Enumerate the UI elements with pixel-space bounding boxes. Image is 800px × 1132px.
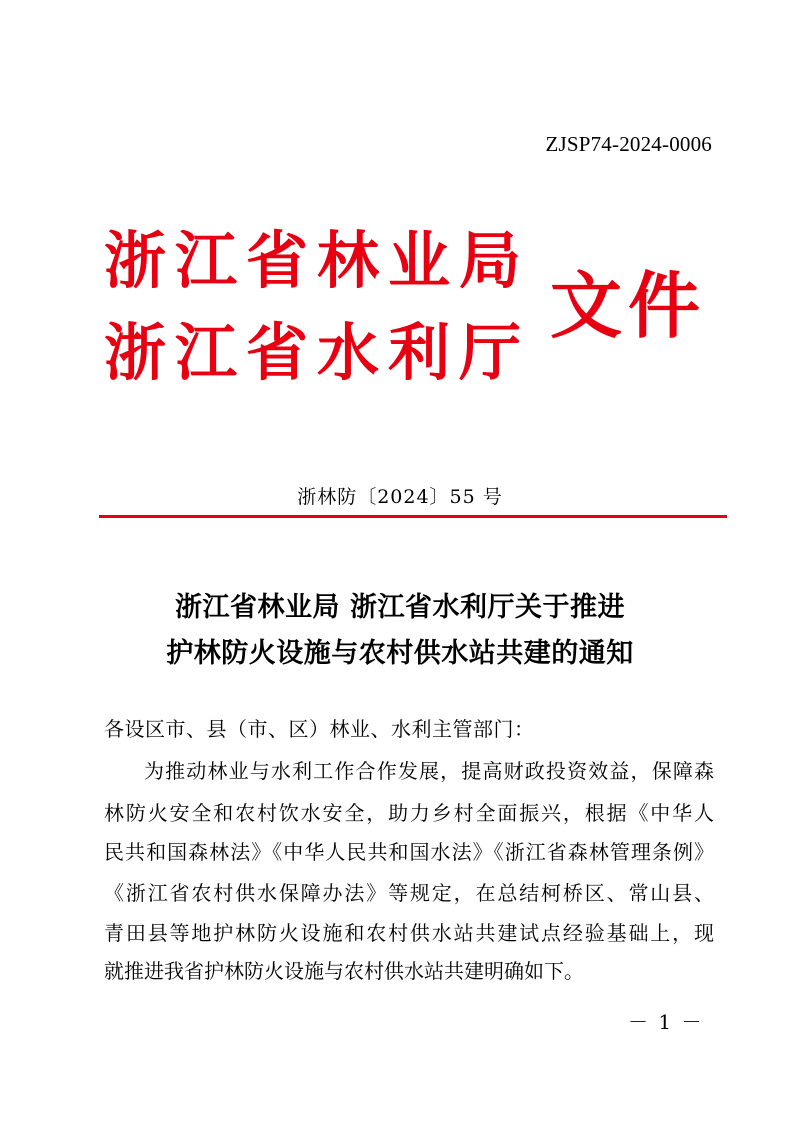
document-number: 浙林防〔2024〕55 号: [297, 486, 503, 508]
document-title-line-2: 护林防火设施与农村供水站共建的通知: [166, 638, 634, 669]
body-line: 民共和国森林法》《中华人民共和国水法》《浙江省森林管理条例》: [104, 840, 714, 864]
body-line: 为推动林业与水利工作合作发展，提高财政投资效益，保障森: [144, 759, 714, 783]
header-issuer-water: 浙江省水利厅: [104, 316, 531, 389]
document-header: [104, 224, 724, 408]
header-issuer-forestry: 浙江省林业局: [104, 224, 531, 297]
body-line: 林防火安全和农村饮水安全，助力乡村全面振兴，根据《中华人: [104, 801, 714, 825]
header-divider: [99, 515, 727, 518]
body-line: 《浙江省农村供水保障办法》等规定，在总结柯桥区、常山县、: [104, 881, 714, 905]
salutation: 各设区市、县（市、区）林业、水利主管部门：: [104, 717, 535, 741]
document-title-line-1: 浙江省林业局 浙江省水利厅关于推进: [175, 592, 625, 623]
page-number: － 1 －: [628, 1010, 704, 1034]
header-suffix: 文件: [550, 263, 707, 348]
document-code: ZJSP74-2024-0006: [545, 132, 712, 156]
body-line: 就推进我省护林防火设施与农村供水站共建明确如下。: [104, 959, 584, 983]
body-line: 青田县等地护林防火设施和农村供水站共建试点经验基础上，现: [104, 921, 714, 945]
